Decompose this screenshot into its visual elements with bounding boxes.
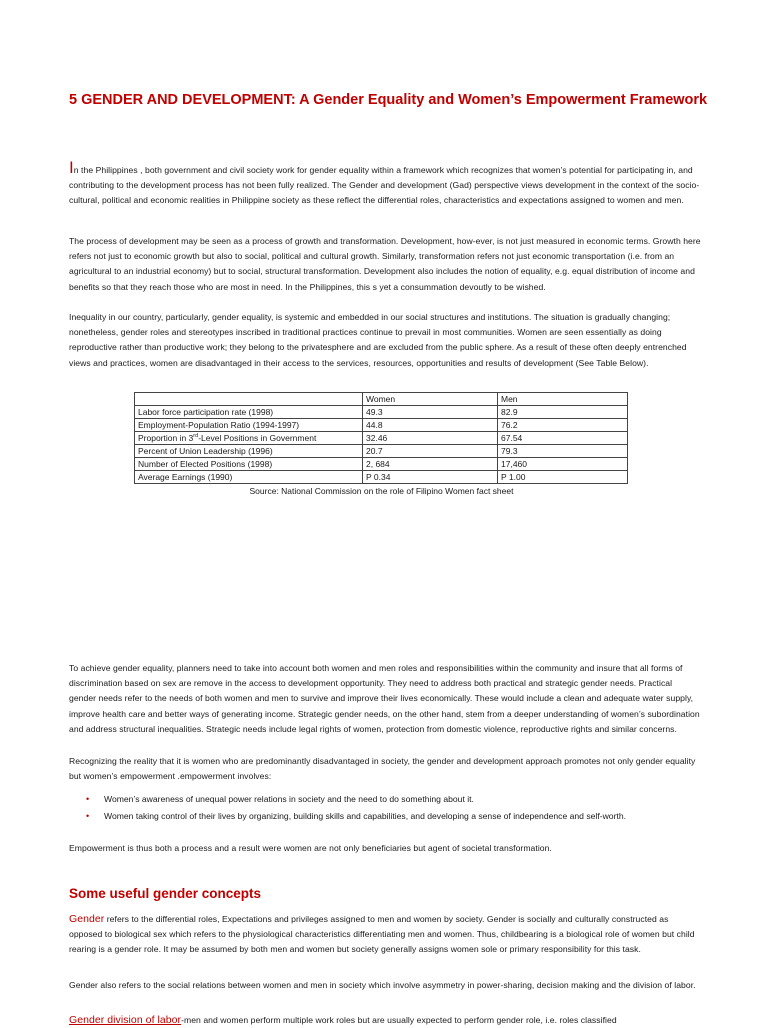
division-of-labor-text: -men and women perform multiple work roles but are usually expected to perform gender role, i.e. roles classified	[181, 1015, 617, 1025]
table-cell-men: P 1.00	[498, 471, 628, 484]
list-item	[86, 809, 696, 824]
table-cell-women: 2, 684	[363, 458, 498, 471]
table-row	[135, 458, 628, 471]
gender-relations-paragraph: Gender also refers to the social relations between women and men in society which involve asymmetry in power-sharing, decision making and the division of labor.	[69, 980, 696, 990]
inequality-paragraph: Inequality in our country, particularly, gender equality, is systemic and embedded in our social structures and institutions. The situation is gradually changing; nonetheless, gender roles and stereotypes inscribed in traditional practices continue to prevail in most communities. Women are seen essentially as doing reproductive rather than productive work; they belong to the privatesphere and are excluded from the public sphere. As a result of these often deeply entrenched views and practices, women are disadvantaged in their access to the services, resources, opportunities and results of development (See Table Below).	[69, 312, 687, 368]
bullet-icon: •	[86, 794, 90, 804]
division-of-labor-paragraph	[69, 1013, 709, 1028]
gender-definition-text: refers to the differential roles, Expectations and privileges assigned to men and women by society. Gender is socially and culturally constructed as opposed to biological sex which refers to the physiological characteristics differentiating men and women. Thus, childbearing is a biological role of women but child rearing is a gender role. It may be assumed by both men and women but society generally assigns women sole or primary responsibility for this task.	[69, 914, 695, 955]
table-cell-men: 67.54	[498, 432, 628, 445]
table-cell-women: 44.8	[363, 419, 498, 432]
table-header-row	[135, 393, 628, 406]
list-item-text: Women taking control of their lives by organizing, building skills and capabilities, and developing a sense of independence and self-worth.	[104, 811, 626, 822]
gender-equality-paragraph: To achieve gender equality, planners need to take into account both women and men roles and responsibilities within the community and insure that all forms of discrimination based on sex are remove in the access to development opportunity. They need to address both practical and strategic gender needs. Practical gender needs refer to the needs of both women and men to survive and improve their lives economically. These would include a clean and adequate water supply, improve health care and better ways of generating income. Strategic gender needs, on the other hand, stem from a deeper understanding of women’s subordination and address structural inequalities. Strategic needs include legal rights of women, protection from domestic violence, reproductive rights and similar concerns.	[69, 663, 700, 734]
table-cell-label	[135, 432, 363, 445]
table-cell-label: Number of Elected Positions (1998)	[135, 458, 363, 471]
empowerment-summary-paragraph: Empowerment is thus both a process and a result were women are not only beneficiaries but agent of societal transformation.	[69, 843, 552, 853]
table-cell-women: 49.3	[363, 406, 498, 419]
table-header-cell: Women	[363, 393, 498, 406]
table-cell-men: 76.2	[498, 419, 628, 432]
table-header-cell: Men	[498, 393, 628, 406]
empowerment-intro-paragraph: Recognizing the reality that it is women who are predominantly disadvantaged in society, the gender and development approach promotes not only gender equality but women’s empowerment .empowerment involves:	[69, 756, 696, 782]
table-row	[135, 419, 628, 432]
table-cell-label: Average Earnings (1990)	[135, 471, 363, 484]
development-paragraph: The process of development may be seen as a process of growth and transformation. Development, how-ever, is not just measured in economic terms. Growth here refers not just to economic growth but also to social, political and cultural growth. Similarly, transformation refers not just economic transportation (i.e. from an agricultural to an industrial economy) but to social, structural transformation. Development also includes the notion of equality, e.g. equal distribution of income and benefits so that they reach those who are most in need. In the Philippines, this s yet a consummation devoutly to be wished.	[69, 236, 701, 292]
label-part: -Level Positions in Government	[198, 433, 317, 443]
table-cell-women: P 0.34	[363, 471, 498, 484]
table-cell-label: Percent of Union Leadership (1996)	[135, 445, 363, 458]
table-row	[135, 445, 628, 458]
table-cell-men: 79.3	[498, 445, 628, 458]
table-cell-label: Labor force participation rate (1998)	[135, 406, 363, 419]
term-division-of-labor: Gender division of labor	[69, 1014, 182, 1026]
table-source-caption: Source: National Commission on the role of Filipino Women fact sheet	[249, 486, 514, 496]
page-title: 5 GENDER AND DEVELOPMENT: A Gender Equality and Women’s Empowerment Framework	[69, 92, 708, 108]
table-row	[135, 406, 628, 419]
table-cell-label: Employment-Population Ratio (1994-1997)	[135, 419, 363, 432]
term-gender: Gender	[69, 913, 105, 925]
list-item-text: Women’s awareness of unequal power relations in society and the need to do something about it.	[104, 794, 474, 804]
gender-statistics-table	[134, 392, 628, 484]
table-cell-women: 20.7	[363, 445, 498, 458]
table-row	[135, 432, 628, 445]
label-part: Proportion in 3	[138, 433, 194, 443]
table-header-cell	[135, 393, 363, 406]
table-cell-men: 17,460	[498, 458, 628, 471]
table-row	[135, 471, 628, 484]
list-item	[86, 792, 696, 807]
empowerment-list	[86, 792, 696, 826]
section-heading: Some useful gender concepts	[69, 886, 262, 901]
intro-text: n the Philippines , both government and civil society work for gender equality within a framework which recognizes that women’s potential for participating in, and contributing to the development process has not been fully realized. The Gender and development (Gad) perspective views development in the context of the socio-cultural, political and economic realities in Philippine society as these reflect the differential roles, characteristics and expectations assigned to women and men.	[69, 165, 700, 206]
gender-definition-paragraph	[69, 912, 701, 958]
table-cell-men: 82.9	[498, 406, 628, 419]
intro-paragraph	[69, 158, 701, 209]
table-cell-women: 32.46	[363, 432, 498, 445]
label-superscript: rd	[193, 433, 199, 439]
bullet-icon: •	[86, 811, 90, 822]
drop-cap: I	[69, 158, 74, 177]
